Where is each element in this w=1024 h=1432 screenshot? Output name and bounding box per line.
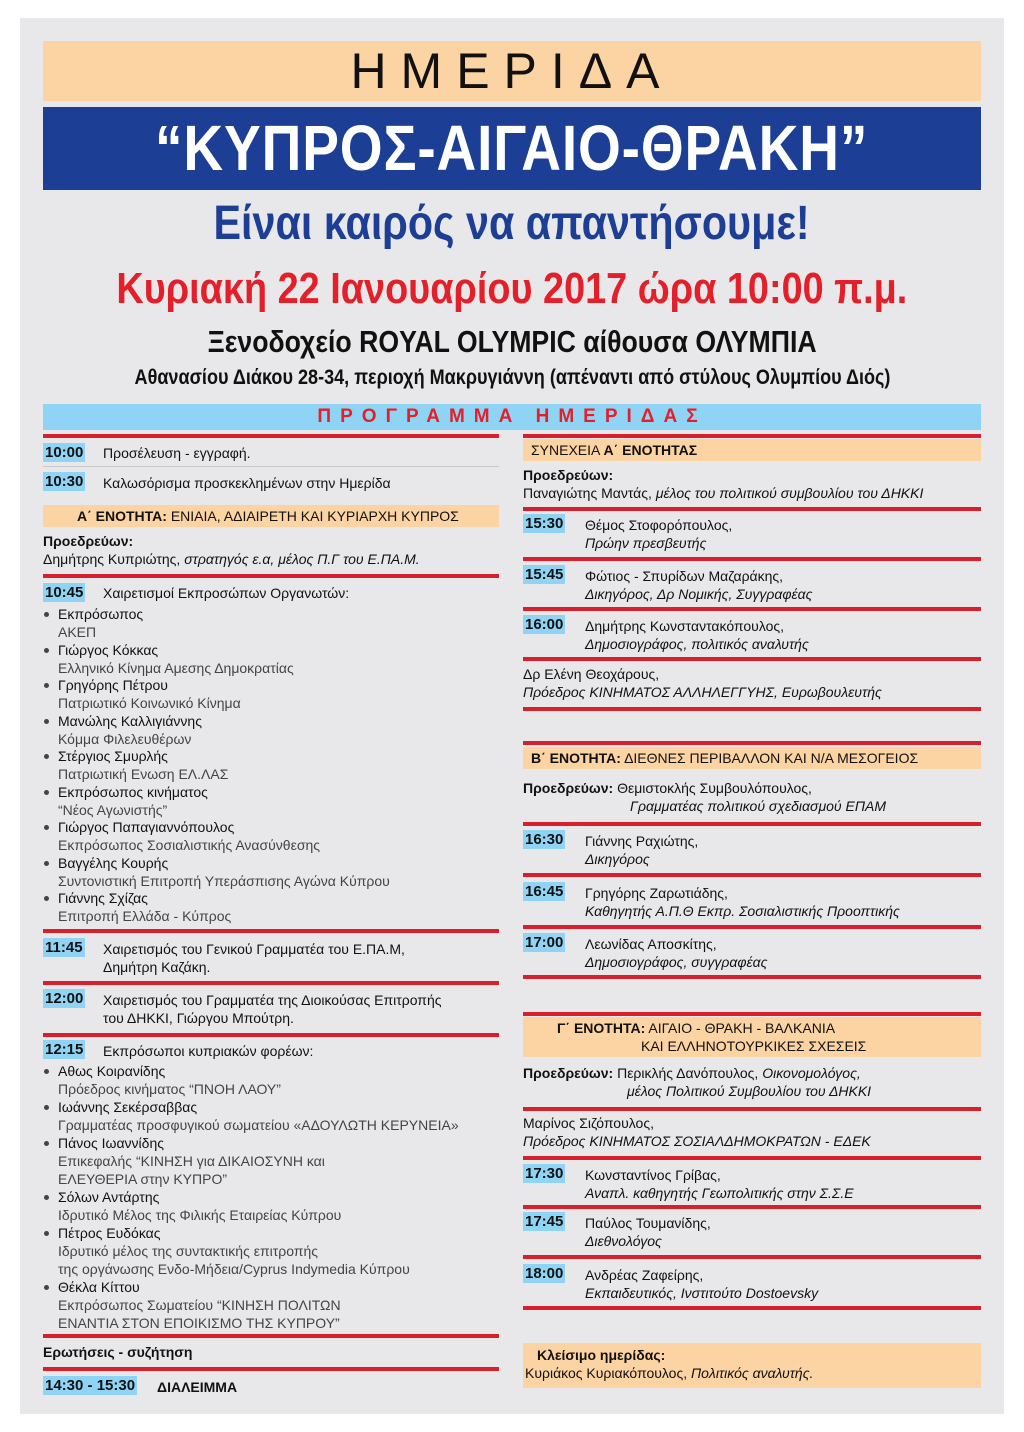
rep-org: ΕΝΑΝΤΙΑ ΣΤΟΝ ΕΠΟΙΚΙΣΜΟ ΤΗΣ ΚΥΠΡΟΥ”: [58, 1315, 340, 1331]
rep-org: της οργάνωσης Ενδο-Μήδεια/Cyprus Indymedia Κύπρου: [58, 1261, 410, 1277]
red-rule: [43, 1367, 499, 1371]
continuation-header: [523, 439, 981, 461]
time-badge: 10:45: [45, 584, 84, 601]
speaker-name: Κωνσταντίνος Γρίβας,: [585, 1167, 721, 1183]
speaker-name: Θέμος Στοφορόπουλος,: [585, 517, 733, 533]
red-rule: [523, 1205, 981, 1209]
time-badge: 17:45: [525, 1213, 564, 1230]
event-address: [43, 364, 981, 392]
closing-role: Πολιτικός αναλυτής.: [691, 1365, 814, 1381]
chair-role: Γραμματέας πολιτικού σχεδιασμού ΕΠΑΜ: [630, 798, 886, 814]
closing-label: Κλείσιμο ημερίδας:: [537, 1347, 666, 1363]
section-title: ΔΙΕΘΝΕΣ ΠΕΡΙΒΑΛΛΟΝ ΚΑΙ Ν/Α ΜΕΣΟΓΕΙΟΣ: [620, 750, 919, 766]
rep-org: Επικεφαλής “ΚΙΝΗΣΗ για ΔΙΚΑΙΟΣΥΝΗ και: [58, 1153, 325, 1169]
red-rule: [523, 741, 981, 745]
chair-label: Προεδρεύων:: [523, 1065, 614, 1081]
speaker-name: Μαρίνος Σιζόπουλος,: [523, 1115, 654, 1131]
speaker-role: Δικηγόρος, Δρ Νομικής, Συγγραφέας: [585, 586, 813, 602]
poster-title: ΗΜΕΡΙΔΑ: [43, 41, 981, 101]
speaker-role: Πρόεδρος ΚΙΝΗΜΑΤΟΣ ΣΟΣΙΑΛΔΗΜΟΚΡΑΤΩΝ - ΕΔΕΚ: [523, 1133, 871, 1149]
rep-org: ΕΛΕΥΘΕΡΙΑ στην ΚΥΠΡΟ”: [58, 1171, 228, 1187]
time-badge: 17:30: [525, 1165, 564, 1182]
greeter-name: Γιάννης Σχίζας: [58, 890, 148, 906]
address-text: Αθανασίου Διάκου 28-34, περιοχή Μακρυγιάννη (απέναντι από στύλους Ολυμπίου Διός): [134, 366, 890, 389]
chair-label: Προεδρεύων:: [523, 467, 614, 483]
bullet-icon: [44, 896, 49, 901]
greeter-org: Επιτροπή Ελλάδα - Κύπρος: [58, 908, 232, 924]
section-label: Β΄ ΕΝΟΤΗΤΑ:: [531, 750, 621, 766]
time-badge: 12:15: [45, 1041, 84, 1058]
chair-label: Προεδρεύων:: [43, 533, 134, 549]
rep-name: Αθως Κοιρανίδης: [58, 1063, 166, 1079]
red-rule: [43, 929, 499, 933]
red-rule: [523, 1306, 981, 1310]
red-rule: [43, 981, 499, 985]
date-text: Κυριακή 22 Ιανουαρίου 2017 ώρα 10:00 π.μ.: [116, 264, 908, 313]
time-badge: 12:00: [45, 990, 84, 1007]
schedule-item: Χαιρετισμός του Γραμματέα της Διοικούσας Επιτροπής: [103, 992, 442, 1008]
speaker-name: Δημήτρης Κωνσταντακόπουλος,: [585, 618, 785, 634]
chair-name: Περικλής Δανόπουλος,: [617, 1065, 763, 1081]
chair-line: [523, 779, 812, 797]
time-badge: 16:30: [525, 831, 564, 848]
bullet-icon: [44, 1195, 49, 1200]
speaker-name: Γρηγόρης Ζαρωτιάδης,: [585, 885, 728, 901]
speaker-role: Καθηγητής Α.Π.Θ Εκπρ. Σοσιαλιστικής Προοπτικής: [585, 903, 900, 919]
speaker-name: Φώτιος - Σπυρίδων Μαζαράκης,: [585, 568, 784, 584]
rep-org: Γραμματέας προσφυγικού σωματείου «ΑΔΟΥΛΩΤΗ ΚΕΡΥΝΕΙΑ»: [58, 1117, 459, 1133]
speaker-role: Δημοσιογράφος, συγγραφέας: [585, 954, 768, 970]
chair-label: Προεδρεύων:: [523, 780, 614, 796]
section-title: ΕΝΙΑΙΑ, ΑΔΙΑΙΡΕΤΗ ΚΑΙ ΚΥΡΙΑΡΧΗ ΚΥΠΡΟΣ: [166, 508, 459, 524]
program-title: ΠΡΟΓΡΑΜΜΑ ΗΜΕΡΙΔΑΣ: [43, 404, 981, 430]
poster-banner: [43, 107, 981, 190]
speaker-name: Δρ Ελένη Θεοχάρους,: [523, 666, 660, 682]
rep-org: Ιδρυτικό Μέλος της Φιλικής Εταιρείας Κύπρου: [58, 1207, 342, 1223]
closing-name: Κυριάκος Κυριακόπουλος,: [525, 1365, 691, 1381]
red-rule: [523, 607, 981, 611]
red-rule: [523, 1012, 981, 1016]
chair-role: μέλος Πολιτικού Συμβουλίου του ΔΗΚΚΙ: [627, 1083, 872, 1099]
greeter-org: Πατριωτική Ενωση ΕΛ.ΛΑΣ: [58, 766, 229, 782]
qa-text: Ερωτήσεις - συζήτηση: [43, 1344, 193, 1360]
section-c-header: [523, 1017, 981, 1057]
red-rule: [523, 822, 981, 826]
speaker-role: Δημοσιογράφος, πολιτικός αναλυτής: [585, 636, 809, 652]
section-title: ΑΙΓΑΙΟ - ΘΡΑΚΗ - ΒΑΛΚΑΝΙΑ: [645, 1020, 836, 1036]
schedule-item: Προσέλευση - εγγραφή.: [103, 445, 251, 461]
speaker-role: Διεθνολόγος: [585, 1233, 662, 1249]
bullet-icon: [44, 612, 49, 617]
red-rule: [523, 507, 981, 511]
red-rule: [523, 925, 981, 929]
schedule-item: του ΔΗΚΚΙ, Γιώργου Μπούτρη.: [103, 1010, 294, 1026]
speaker-name: Γιάννης Ραχιώτης,: [585, 833, 699, 849]
bullet-icon: [44, 683, 49, 688]
chair-line: [523, 484, 923, 502]
rep-name: Πέτρος Ευδόκας: [58, 1225, 161, 1241]
time-badge: 16:00: [525, 616, 564, 633]
rep-org: Πρόεδρος κινήματος “ΠΝΟΗ ΛΑΟΥ”: [58, 1081, 281, 1097]
schedule-item: Δημήτρη Καζάκη.: [103, 959, 211, 975]
rep-name: Πάνος Ιωαννίδης: [58, 1135, 164, 1151]
greeter-org: Κόμμα Φιλελευθέρων: [58, 730, 192, 747]
red-rule: [523, 1255, 981, 1259]
red-rule: [523, 707, 981, 711]
time-badge: 16:45: [525, 883, 564, 900]
section-c-line1: [523, 1019, 981, 1037]
greeter-name: Μανώλης Καλλιγιάννης: [58, 712, 202, 729]
poster-subtitle: [43, 194, 981, 254]
greeter-name: Γρηγόρης Πέτρου: [58, 677, 168, 693]
red-rule: [43, 1033, 499, 1037]
greeter-name: Βαγγέλης Κουρής: [58, 854, 169, 871]
closing-box: [523, 1343, 981, 1388]
speaker-name: Λεωνίδας Αποσκίτης,: [585, 936, 717, 952]
greeter-name: Εκπρόσωπος κινήματος: [58, 783, 208, 800]
bullet-icon: [44, 790, 49, 795]
bullet-icon: [44, 719, 49, 724]
chair-name: Δημήτρης Κυπριώτης,: [43, 551, 185, 567]
greeter-name: Γιώργος Κόκκας: [58, 641, 159, 658]
bullet-icon: [44, 1141, 49, 1146]
bullet-icon: [44, 825, 49, 830]
rep-name: Σόλων Αντάρτης: [58, 1189, 160, 1205]
schedule-item: Καλωσόρισμα προσκεκλημένων στην Ημερίδα: [103, 475, 391, 491]
rep-name: Ιωάννης Σεκέρσαββας: [58, 1099, 198, 1115]
break-time: 14:30 - 15:30: [45, 1377, 136, 1394]
chair-line: [43, 550, 420, 568]
chair-role: μέλος του πολιτικού συμβουλίου του ΔΗΚΚΙ: [655, 485, 924, 501]
section-label: Γ΄ ΕΝΟΤΗΤΑ:: [557, 1020, 646, 1036]
section-label: Α΄ ΕΝΟΤΗΤΑ:: [77, 508, 167, 524]
schedule-item: Χαιρετισμοί Εκπροσώπων Οργανωτών:: [103, 585, 350, 601]
greeter-org: Συντονιστική Επιτροπή Υπεράσπισης Αγώνα Κύπρου: [58, 872, 390, 889]
closing-line: [523, 1364, 981, 1382]
greeter-name: Στέργιος Σμυρλής: [58, 748, 168, 764]
venue-text: Ξενοδοχείο ROYAL OLYMPIC αίθουσα ΟΛΥΜΠΙΑ: [207, 324, 817, 359]
rep-name: Θέκλα Κίττου: [58, 1279, 140, 1295]
speaker-role: Πρώην πρεσβευτής: [585, 535, 707, 551]
bullet-icon: [44, 1105, 49, 1110]
event-venue: [43, 322, 981, 362]
chair-name: Θεμιστοκλής Συμβουλόπουλος,: [617, 780, 812, 796]
chair-name: Παναγιώτης Μαντάς,: [523, 485, 656, 501]
section-a-header: [43, 505, 499, 527]
red-rule: [523, 557, 981, 561]
rep-org: Ιδρυτικό μέλος της συντακτικής επιτροπής: [58, 1243, 318, 1259]
rep-org: Εκπρόσωπος Σωματείου “ΚΙΝΗΣΗ ΠΟΛΙΤΩΝ: [58, 1297, 341, 1313]
time-badge: 11:45: [45, 939, 83, 956]
speaker-role: Πρόεδρος ΚΙΝΗΜΑΤΟΣ ΑΛΛΗΛΕΓΓΥΗΣ, Ευρωβουλευτής: [523, 684, 882, 700]
greeter-org: ΑΚΕΠ: [58, 624, 97, 640]
bullet-icon: [44, 648, 49, 653]
bullet-icon: [44, 1069, 49, 1074]
time-badge: 10:00: [45, 444, 84, 461]
section-c-line2: ΚΑΙ ΕΛΛΗΝΟΤΟΥΡΚΙΚΕΣ ΣΧΕΣΕΙΣ: [641, 1038, 867, 1054]
banner-text: “ΚΥΠΡΟΣ-ΑΙΓΑΙΟ-ΘΡΑΚΗ”: [155, 112, 869, 184]
bullet-icon: [44, 754, 49, 759]
event-date: [30, 260, 994, 318]
red-rule: [523, 434, 981, 438]
break-text: ΔΙΑΛΕΙΜΜΑ: [157, 1379, 238, 1395]
red-rule: [43, 434, 499, 438]
speaker-role: Εκπαιδευτικός, Ινστιτούτο Dostoevsky: [585, 1285, 819, 1301]
chair-line: [523, 1064, 861, 1082]
divider: [43, 466, 499, 467]
chair-role: στρατηγός ε.α, μέλος Π.Γ του Ε.ΠΑ.Μ.: [184, 551, 420, 567]
greeter-org: Εκπρόσωπος Σοσιαλιστικής Ανασύνθεσης: [58, 837, 321, 853]
time-badge: 18:00: [525, 1265, 564, 1282]
red-rule: [523, 1107, 981, 1111]
red-rule: [523, 1156, 981, 1160]
greeter-name: Γιώργος Παπαγιαννόπουλος: [58, 819, 235, 835]
greeter-org: “Νέος Αγωνιστής”: [58, 801, 168, 818]
red-rule: [43, 574, 499, 578]
time-badge: 10:30: [45, 473, 84, 490]
speaker-role: Αναπλ. καθηγητής Γεωπολιτικής στην Σ.Σ.Ε: [585, 1185, 854, 1201]
schedule-item: Χαιρετισμός του Γενικού Γραμματέα του Ε.ΠΑ.Μ,: [103, 941, 405, 957]
speaker-name: Παύλος Τουμανίδης,: [585, 1215, 711, 1231]
section-title: ΣΥΝΕΧΕΙΑ: [531, 442, 604, 458]
red-rule: [523, 657, 981, 661]
time-badge: 15:30: [525, 515, 564, 532]
bullet-icon: [44, 1285, 49, 1290]
subtitle-text: Είναι καιρός να απαντήσουμε!: [213, 197, 811, 250]
greeter-name: Εκπρόσωπος: [58, 606, 144, 622]
red-rule: [43, 1334, 499, 1338]
time-badge: 15:45: [525, 566, 564, 583]
bullet-icon: [44, 1231, 49, 1236]
section-b-header: [523, 747, 981, 769]
red-rule: [523, 975, 981, 979]
section-label: Α΄ ΕΝΟΤΗΤΑΣ: [603, 442, 698, 458]
bullet-icon: [44, 861, 49, 866]
chair-role: Οικονομολόγος,: [762, 1065, 861, 1081]
schedule-item: Εκπρόσωποι κυπριακών φορέων:: [103, 1043, 314, 1059]
speaker-role: Δικηγόρος: [585, 851, 650, 867]
greeter-org: Ελληνικό Κίνημα Αμεσης Δημοκρατίας: [58, 659, 294, 676]
time-badge: 17:00: [525, 934, 564, 951]
speaker-name: Ανδρέας Ζαφείρης,: [585, 1267, 704, 1283]
red-rule: [523, 873, 981, 877]
greeter-org: Πατριωτικό Κοινωνικό Κίνημα: [58, 695, 241, 711]
